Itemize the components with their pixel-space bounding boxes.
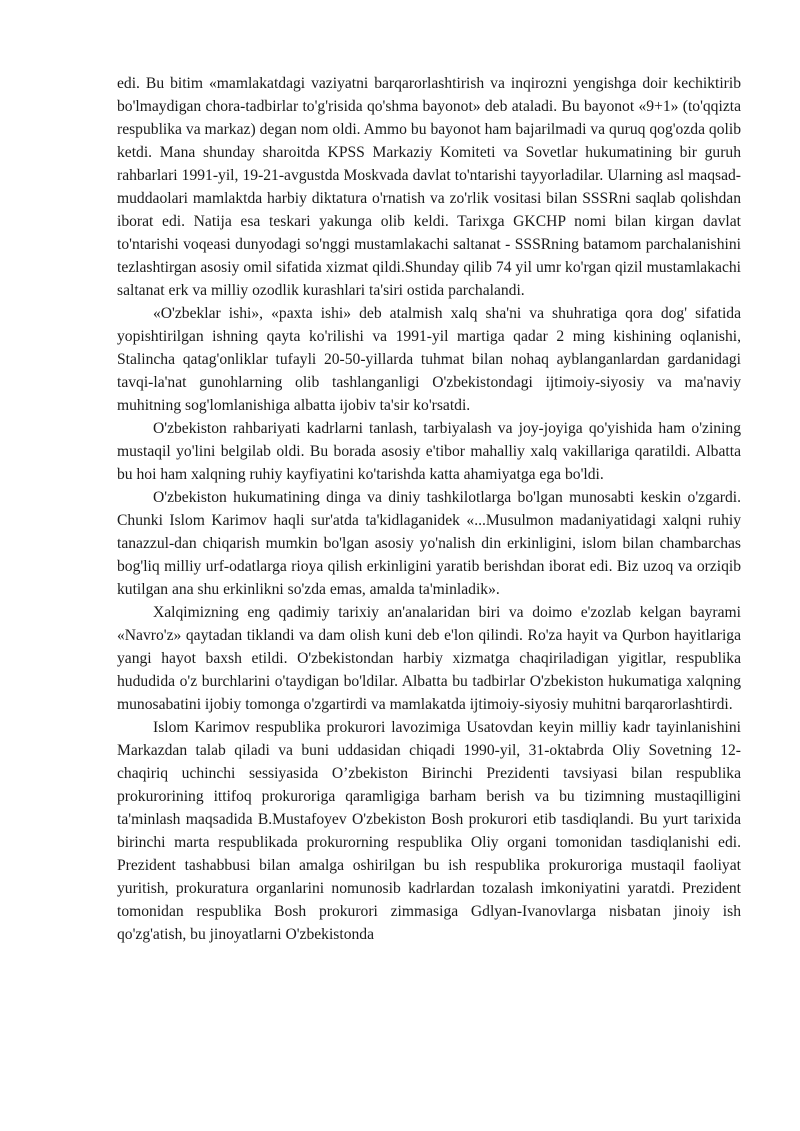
paragraph-gkchp-coup: edi. Bu bitim «mamlakatdagi vaziyatni barqarorlashtirish va inqirozni yengishga doir kechiktirib bo'lmaydigan chora-tadbirlar to'g'risida qo'shma bayonot» deb ataladi. Bu bayonot «9+1» (to'qqizta respublika va markaz) degan nom oldi. Ammo bu bayonot ham bajarilmadi va quruq qog'ozda qolib ketdi. Mana shunday sharoitda KPSS Markaziy Komiteti va Sovetlar hukumatining bir guruh rahbarlari 1991-yil, 19-21-avgustda Moskvada davlat to'ntarishi tayyorladilar. Ularning asl maqsad-muddaolari mamlaktda harbiy diktatura o'rnatish va zo'rlik vositasi bilan SSSRni saqlab qolishdan iborat edi. Natija esa teskari yakunga olib keldi. Tarixga GKCHP nomi bilan kirgan davlat to'ntarishi voqeasi dunyodagi so'nggi mustamlakachi saltanat - SSSRning batamom parchalanishini tezlashtirgan asosiy omil sifatida xizmat qildi.Shunday qilib 74 yil umr ko'rgan qizil mustamlakachi saltanat erk va milliy ozodlik kurashlari ta'siri ostida parchalandi. xyxy=(117,75,741,299)
paragraph-cadre-policy: O'zbekiston rahbariyati kadrlarni tanlash, tarbiyalash va joy-joyiga qo'yishida ham o'zining mustaqil yo'lini belgilab oldi. Bu borada asosiy e'tibor mahalliy xalq vakillariga qaratildi. Albatta bu hoi ham xalqning ruhiy kayfiyatini ko'tarishda katta ahamiyatga ega bo'ldi. xyxy=(117,420,741,483)
paragraph-religion-policy: O'zbekiston hukumatining dinga va diniy tashkilotlarga bo'lgan munosabti keskin o'zgardi. Chunki Islom Karimov haqli sur'atda ta'kidlaganidek «...Musulmon madaniyatidagi xalqni ruhiy tanazzul-dan chiqarish mumkin bo'lgan asosiy yo'nalish din erkinligini, islom bilan chambarchas bog'liq milliy urf-odatlarga rioya qilish erkinligini yaratib berishdan iborat edi. Biz uzoq va orziqib kutilgan ana shu erkinlikni so'zda emas, amalda ta'minladik». xyxy=(117,489,741,598)
document-page xyxy=(117,72,741,946)
paragraph-uzbek-affair: «O'zbeklar ishi», «paxta ishi» deb atalmish xalq sha'ni va shuhratiga qora dog' sifatida yopishtirilgan ishning qayta ko'rilishi va 1991-yil martiga qadar 2 ming kishining oqlanishi, Stalincha qatag'onliklar tufayli 20-50-yillarda tuhmat bilan nohaq ayblanganlardan gardanidagi tavqi-la'nat gunohlarning olib tashlanganligi O'zbekistondagi ijtimoiy-siyosiy va ma'naviy muhitning sog'lomlanishiga albatta ijobiv ta'sir ko'rsatdi. xyxy=(117,305,741,414)
paragraph-prosecutor-appointment: Islom Karimov respublika prokurori lavozimiga Usatovdan keyin milliy kadr tayinlanishini Markazdan talab qiladi va buni uddasidan chiqadi 1990-yil, 31-oktabrda Oliy Sovetning 12-chaqiriq uchinchi sessiyasida O’zbekiston Birinchi Prezidenti tavsiyasi bilan respublika prokurorining ittifoq prokuroriga qaramligiga barham berish va bu tizimning mustaqilligini ta'minlash maqsadida B.Mustafoyev O'zbekiston Bosh prokurori etib tasdiqlandi. Bu yurt tarixida birinchi marta respublikada prokurorning respublika Oliy organi tomonidan tasdiqlanishi edi. Prezident tashabbusi bilan amalga oshirilgan bu ish respublika prokuroriga mustaqil faoliyat yuritish, prokuratura organlarini nomunosib kadrlardan tozalash imkoniyatini yaratdi. Prezident tomonidan respublika Bosh prokurori zimmasiga Gdlyan-Ivanovlarga nisbatan jinoiy ish qo'zg'atish, bu jinoyatlarni O'zbekistonda xyxy=(117,719,741,943)
paragraph-navruz-holiday: Xalqimizning eng qadimiy tarixiy an'analaridan biri va doimo e'zozlab kelgan bayrami «Navro'z» qaytadan tiklandi va dam olish kuni deb e'lon qilindi. Ro'za hayit va Qurbon hayitlariga yangi hayot baxsh etildi. O'zbekistondan harbiy xizmatga chaqiriladigan yigitlar, respublika hududida o'z burchlarini o'taydigan bo'ldilar. Albatta bu tadbirlar O'zbekiston hukumatiga xalqning munosabatini ijobiy tomonga o'zgartirdi va mamlakatda ijtimoiy-siyosiy muhitni barqarorlashtirdi. xyxy=(117,604,741,713)
